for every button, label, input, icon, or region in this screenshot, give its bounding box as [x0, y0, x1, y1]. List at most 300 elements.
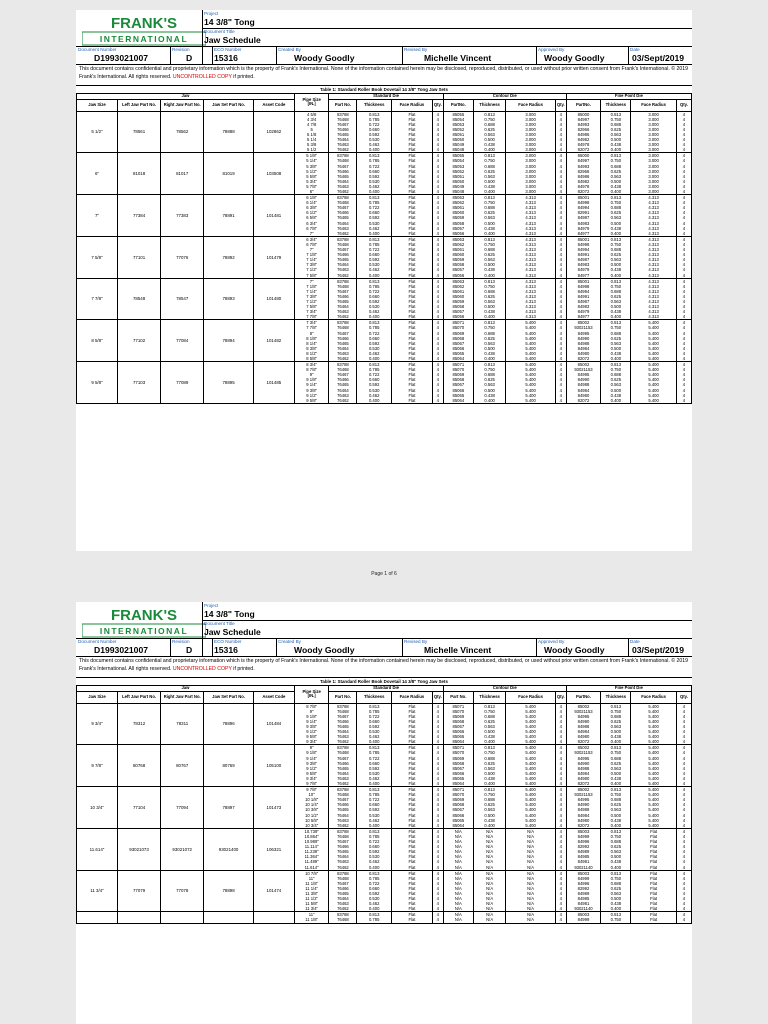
table-cell: 4: [676, 236, 691, 242]
table-cell: 4: [555, 849, 566, 854]
table-cell: 85055: [443, 153, 473, 159]
table-cell: 76465: [329, 724, 357, 729]
table-cell: Flat: [631, 839, 676, 844]
table-cell: Flat: [631, 859, 676, 864]
table-cell: 4.313: [506, 273, 556, 279]
table-cell: 83788: [329, 912, 357, 918]
confidentiality-notice: This document contains confidential and proprietary information which is the property of Frank's International. None of the information contained herein may be disclosed, reproduced, distributed, or used without prior written consent from Frank's International. © 2019 Frank's International. All rights reserved. UNCONTROLLED COPY if printed.: [76, 657, 692, 678]
table-cell: 4: [432, 273, 443, 279]
table-cell: 0.750: [601, 200, 631, 205]
table-cell: 7 1/2": [294, 267, 329, 272]
table-cell: 0.688: [601, 756, 631, 761]
table-cell: Flat: [391, 325, 432, 330]
table-cell: Flat: [391, 734, 432, 739]
table-cell: 0.813: [601, 236, 631, 242]
table-cell: 3.000: [506, 122, 556, 127]
table-cell: 4: [676, 367, 691, 372]
table-cell: 5.400: [506, 714, 556, 719]
table-cell: 4: [432, 724, 443, 729]
table-cell: Flat: [631, 886, 676, 891]
table-cell: 85071: [443, 787, 473, 793]
table-cell: 4: [676, 771, 691, 776]
table-cell: 93021153: [566, 367, 601, 372]
table-cell: 4: [555, 247, 566, 252]
contour-radius-header: Face Radius: [506, 691, 556, 703]
table-cell: Flat: [391, 304, 432, 309]
table-cell: 0.592: [357, 341, 392, 346]
table-cell: 0.400: [601, 147, 631, 153]
table-cell: 85064: [443, 356, 473, 362]
table-cell: 0.563: [473, 382, 505, 387]
table-cell: 0.750: [601, 834, 631, 839]
table-cell: 8 7/8": [294, 703, 329, 709]
table-cell: 0.625: [473, 719, 505, 724]
table-cell: 4: [676, 901, 691, 906]
table-cell: 0.563: [473, 299, 505, 304]
table-cell: 3.000: [506, 164, 556, 169]
table-cell: 84990: [566, 719, 601, 724]
jaw-size-cell: 7 7/8": [77, 278, 118, 320]
table-cell: 9 3/8": [294, 761, 329, 766]
table-cell: 4.313: [506, 242, 556, 247]
table-cell: 0.462: [357, 901, 392, 906]
table-cell: 85060: [443, 294, 473, 299]
table-cell: Flat: [391, 351, 432, 356]
table-cell: Flat: [391, 242, 432, 247]
table-cell: 5.400: [506, 388, 556, 393]
table-cell: 11.364": [294, 854, 329, 859]
table-cell: 0.660: [357, 761, 392, 766]
table-cell: Flat: [391, 257, 432, 262]
table-cell: 0.400: [601, 781, 631, 787]
table-cell: 84981: [566, 901, 601, 906]
table-cell: 0.400: [357, 189, 392, 195]
confidentiality-notice: This document contains confidential and proprietary information which is the property of Frank's International. None of the information contained herein may be disclosed, reproduced, distributed, or used without prior written consent from Frank's International. © 2019 Frank's International. All rights reserved. UNCONTROLLED COPY if printed.: [76, 65, 692, 86]
jaw-set-cell: 78891: [204, 195, 254, 237]
jaw-size-cell: 9 5/8": [77, 362, 118, 404]
table-cell: 4.313: [506, 226, 556, 231]
table-cell: N/A: [443, 881, 473, 886]
table-cell: 4: [676, 813, 691, 818]
table-cell: 85068: [443, 377, 473, 382]
table-cell: Flat: [391, 906, 432, 912]
table-cell: 4: [676, 309, 691, 314]
table-cell: 4: [676, 719, 691, 724]
table-cell: 84987: [566, 299, 601, 304]
table-cell: 4: [432, 215, 443, 220]
table-cell: 4.313: [506, 215, 556, 220]
table-cell: 85071: [443, 745, 473, 751]
table-cell: 0.438: [473, 734, 505, 739]
table-caption: Table 1: Standard Roller Book Dovetail 14 3/8" Tong Jaw Sets: [320, 679, 448, 684]
table-cell: 4: [555, 776, 566, 781]
rev-label: Revision: [172, 639, 190, 644]
table-cell: 4: [432, 221, 443, 226]
table-cell: 5.400: [631, 393, 676, 398]
table-cell: 4: [432, 714, 443, 719]
table-cell: 4: [676, 117, 691, 122]
table-cell: 4: [432, 236, 443, 242]
table-cell: Flat: [391, 818, 432, 823]
left-jaw-cell: 77101: [117, 236, 160, 278]
table-cell: 4: [676, 356, 691, 362]
table-cell: 0.438: [601, 901, 631, 906]
table-cell: N/A: [506, 896, 556, 901]
table-cell: 5 7/8": [294, 184, 329, 189]
table-cell: 4.313: [506, 231, 556, 237]
table-cell: 76465: [329, 174, 357, 179]
table-cell: Flat: [391, 252, 432, 257]
asset-code-cell: 101479: [253, 236, 294, 278]
table-cell: 0.785: [357, 158, 392, 163]
table-cell: 84980: [566, 818, 601, 823]
table-cell: 0.785: [357, 200, 392, 205]
table-cell: 3.000: [631, 111, 676, 117]
table-cell: 84994: [566, 205, 601, 210]
date-value: 03/Sept/2019: [632, 53, 685, 63]
table-cell: 5.400: [506, 377, 556, 382]
table-cell: 0.750: [473, 242, 505, 247]
table-cell: 4.313: [631, 289, 676, 294]
asset-code-cell: [253, 912, 294, 923]
table-cell: 5.400: [631, 351, 676, 356]
table-cell: 0.625: [601, 252, 631, 257]
table-cell: 4: [432, 341, 443, 346]
asset-code-cell: 101480: [253, 278, 294, 320]
table-cell: 3.000: [506, 137, 556, 142]
fine-qty-header: Qty.: [676, 691, 691, 703]
table-cell: 4: [555, 273, 566, 279]
jaw-set-cell: [204, 912, 254, 923]
table-cell: 82966: [566, 169, 601, 174]
table-cell: 8 1/8": [294, 336, 329, 341]
table-cell: 10.864": [294, 834, 329, 839]
table-cell: 4: [555, 231, 566, 237]
table-cell: 84984: [566, 771, 601, 776]
table-cell: 4: [432, 849, 443, 854]
table-cell: 9 3/4": [294, 739, 329, 745]
table-cell: 4: [676, 142, 691, 147]
table-cell: 4: [432, 834, 443, 839]
page-number: Page 1 of 6: [371, 571, 397, 577]
left-jaw-cell: 77079: [117, 870, 160, 912]
table-cell: 4: [432, 147, 443, 153]
table-cell: 3.000: [506, 111, 556, 117]
table-cell: 76468: [329, 367, 357, 372]
table-cell: 0.500: [601, 729, 631, 734]
table-cell: 84983: [566, 221, 601, 226]
table-cell: 3.000: [506, 189, 556, 195]
table-cell: 4.313: [506, 205, 556, 210]
table-cell: 4: [676, 304, 691, 309]
table-cell: 85059: [443, 299, 473, 304]
table-cell: 4: [676, 195, 691, 201]
table-cell: 0.750: [473, 367, 505, 372]
asset-code-cell: 105100: [253, 745, 294, 787]
table-cell: Flat: [631, 854, 676, 859]
table-cell: 76462: [329, 147, 357, 153]
table-cell: 0.563: [601, 174, 631, 179]
table-cell: 5.400: [631, 325, 676, 330]
table-cell: 4: [555, 398, 566, 404]
table-cell: 4: [676, 828, 691, 834]
table-cell: 10 3/8": [294, 807, 329, 812]
table-cell: 4: [432, 179, 443, 184]
table-cell: 4: [432, 797, 443, 802]
table-cell: Flat: [391, 236, 432, 242]
table-cell: 84980: [566, 393, 601, 398]
table-cell: 76462: [329, 356, 357, 362]
table-cell: 0.462: [357, 309, 392, 314]
table-cell: Flat: [391, 781, 432, 787]
table-cell: 10 1/2": [294, 813, 329, 818]
table-cell: 3.000: [631, 174, 676, 179]
table-cell: N/A: [506, 917, 556, 923]
table-cell: 0.563: [473, 132, 505, 137]
table-cell: 5.400: [631, 377, 676, 382]
table-cell: Flat: [631, 849, 676, 854]
table-cell: 8 1/2": [294, 351, 329, 356]
table-cell: 5.400: [631, 807, 676, 812]
table-cell: 76462: [329, 189, 357, 195]
table-cell: 4: [432, 309, 443, 314]
table-cell: 4: [676, 802, 691, 807]
table-cell: 76468: [329, 876, 357, 881]
table-cell: 6 1/8": [294, 195, 329, 201]
table-cell: 4: [676, 881, 691, 886]
table-cell: Flat: [391, 739, 432, 745]
table-cell: N/A: [473, 896, 505, 901]
table-cell: 83788: [329, 153, 357, 159]
table-cell: 84995: [566, 714, 601, 719]
table-cell: 10.739": [294, 828, 329, 834]
jaw-schedule-table: [76, 685, 692, 924]
table-cell: Flat: [391, 917, 432, 923]
table-cell: 5.400: [631, 714, 676, 719]
table-cell: 0.625: [473, 802, 505, 807]
contour-qty-header: Qty.: [555, 691, 566, 703]
jaw-size-cell: 11 3/4": [77, 870, 118, 912]
table-cell: 76468: [329, 200, 357, 205]
table-cell: 4.313: [506, 195, 556, 201]
table-cell: 5.400: [631, 745, 676, 751]
table-cell: 5 1/4": [294, 158, 329, 163]
table-cell: 76465: [329, 849, 357, 854]
table-cell: 5.400: [506, 398, 556, 404]
table-cell: 85065: [443, 734, 473, 739]
asset-code-cell: 106321: [253, 828, 294, 870]
table-cell: 83788: [329, 236, 357, 242]
table-cell: 6 3/8": [294, 205, 329, 210]
table-cell: 0.500: [601, 221, 631, 226]
table-cell: N/A: [443, 859, 473, 864]
table-cell: 84983: [566, 304, 601, 309]
table-cell: 4: [432, 703, 443, 709]
table-cell: 85070: [443, 792, 473, 797]
table-cell: 0.813: [473, 278, 505, 284]
table-cell: 4: [555, 377, 566, 382]
table-cell: N/A: [473, 854, 505, 859]
table-cell: 4: [432, 346, 443, 351]
table-cell: 4.313: [506, 314, 556, 320]
table-cell: 85064: [443, 739, 473, 745]
table-cell: 4: [555, 142, 566, 147]
table-cell: 76464: [329, 854, 357, 859]
jaw-size-cell: 9 3/4": [77, 703, 118, 745]
revised-label: Revised By: [404, 47, 428, 52]
table-cell: 9 3/8": [294, 388, 329, 393]
table-cell: 10.989": [294, 839, 329, 844]
table-cell: N/A: [443, 834, 473, 839]
table-cell: 82072: [566, 739, 601, 745]
table-cell: 4: [555, 137, 566, 142]
table-cell: 4: [432, 865, 443, 871]
table-cell: Flat: [391, 896, 432, 901]
table-cell: 0.400: [473, 356, 505, 362]
table-cell: 4: [432, 284, 443, 289]
asset-code-cell: 101484: [253, 703, 294, 745]
table-cell: 5 1/2: [294, 147, 329, 153]
table-cell: 7 1/8": [294, 252, 329, 257]
table-cell: Flat: [391, 761, 432, 766]
table-cell: 5.400: [631, 388, 676, 393]
table-cell: 85070: [443, 750, 473, 755]
table-cell: Flat: [391, 881, 432, 886]
table-cell: 0.722: [357, 289, 392, 294]
table-cell: 0.400: [601, 865, 631, 871]
table-cell: 85061: [443, 289, 473, 294]
contour-part-header: Part No.: [443, 691, 473, 703]
table-cell: 4: [676, 267, 691, 272]
table-cell: Flat: [391, 127, 432, 132]
table-cell: 4: [676, 164, 691, 169]
table-cell: 85052: [443, 169, 473, 174]
table-cell: 85070: [443, 367, 473, 372]
table-cell: 9 1/8": [294, 377, 329, 382]
table-cell: 6 7/8": [294, 242, 329, 247]
table-cell: 11 1/4": [294, 886, 329, 891]
table-cell: 5.400: [506, 739, 556, 745]
table-cell: 4: [555, 325, 566, 330]
table-cell: 5.400: [506, 719, 556, 724]
table-cell: 0.530: [357, 221, 392, 226]
table-cell: 4: [676, 294, 691, 299]
table-cell: 85071: [443, 320, 473, 326]
table-cell: Flat: [391, 854, 432, 859]
left-jaw-header: Left Jaw Part No.: [117, 99, 160, 111]
table-cell: 5.400: [631, 734, 676, 739]
table-cell: Flat: [391, 179, 432, 184]
table-cell: 0.563: [601, 807, 631, 812]
table-cell: 4: [676, 891, 691, 896]
table-cell: 85067: [443, 724, 473, 729]
table-cell: 5.400: [631, 792, 676, 797]
table-cell: 4: [676, 247, 691, 252]
table-cell: 0.813: [473, 745, 505, 751]
table-cell: 0.688: [601, 797, 631, 802]
table-cell: 76464: [329, 813, 357, 818]
table-cell: 3.000: [506, 142, 556, 147]
table-cell: 4: [555, 221, 566, 226]
table-cell: 85058: [443, 262, 473, 267]
table-cell: 9 1/8": [294, 714, 329, 719]
table-cell: 0.660: [357, 844, 392, 849]
jaw-set-cell: 78894: [204, 320, 254, 362]
table-cell: 5.400: [631, 331, 676, 336]
table-cell: N/A: [506, 901, 556, 906]
table-cell: 4: [676, 215, 691, 220]
table-cell: 84981: [566, 859, 601, 864]
jaw-size-cell: 6": [77, 153, 118, 195]
table-cell: 5.400: [506, 787, 556, 793]
table-cell: 4: [555, 870, 566, 876]
table-cell: Flat: [391, 137, 432, 142]
table-cell: 76463: [329, 351, 357, 356]
table-cell: 0.400: [357, 823, 392, 829]
table-cell: 84995: [566, 756, 601, 761]
table-cell: 4: [555, 844, 566, 849]
table-cell: 0.563: [601, 849, 631, 854]
table-cell: 76466: [329, 761, 357, 766]
table-cell: 0.530: [357, 388, 392, 393]
table-cell: 4: [676, 393, 691, 398]
table-cell: 0.785: [357, 367, 392, 372]
asset-code-cell: 101482: [253, 320, 294, 362]
table-cell: 76464: [329, 896, 357, 901]
table-cell: 5.400: [506, 346, 556, 351]
table-cell: 85060: [443, 252, 473, 257]
table-cell: 4.313: [631, 205, 676, 210]
table-cell: 0.438: [601, 818, 631, 823]
table-cell: 85065: [443, 393, 473, 398]
jaw-set-header: Jaw Set Part No.: [204, 99, 254, 111]
table-cell: 85002: [566, 787, 601, 793]
contour-die-header: Contour Die: [443, 94, 566, 100]
table-cell: 5.400: [631, 382, 676, 387]
table-cell: N/A: [443, 828, 473, 834]
table-cell: 4: [432, 362, 443, 368]
table-cell: 76465: [329, 891, 357, 896]
table-cell: 85053: [443, 122, 473, 127]
table-cell: 4.313: [631, 221, 676, 226]
table-cell: 4: [555, 164, 566, 169]
table-cell: 84985: [566, 854, 601, 859]
table-cell: 0.438: [601, 309, 631, 314]
table-cell: 82991: [566, 210, 601, 215]
table-cell: 4: [555, 372, 566, 377]
table-cell: 10 5/8": [294, 818, 329, 823]
table-cell: N/A: [506, 886, 556, 891]
table-cell: Flat: [391, 356, 432, 362]
table-cell: 4 5/8: [294, 111, 329, 117]
table-cell: 0.625: [473, 294, 505, 299]
approved-label: Approved By: [538, 47, 565, 52]
table-cell: 5.400: [506, 766, 556, 771]
table-cell: N/A: [473, 870, 505, 876]
table-cell: 84988: [566, 807, 601, 812]
table-cell: Flat: [391, 284, 432, 289]
table-cell: 85063: [443, 236, 473, 242]
table-cell: N/A: [443, 876, 473, 881]
table-cell: 3.000: [631, 147, 676, 153]
table-cell: 4.313: [631, 267, 676, 272]
table-cell: 5.400: [506, 792, 556, 797]
right-jaw-cell: 78562: [161, 111, 204, 153]
table-cell: 0.563: [473, 215, 505, 220]
table-cell: 5.400: [631, 739, 676, 745]
table-cell: 0.785: [357, 750, 392, 755]
table-cell: 4: [432, 870, 443, 876]
